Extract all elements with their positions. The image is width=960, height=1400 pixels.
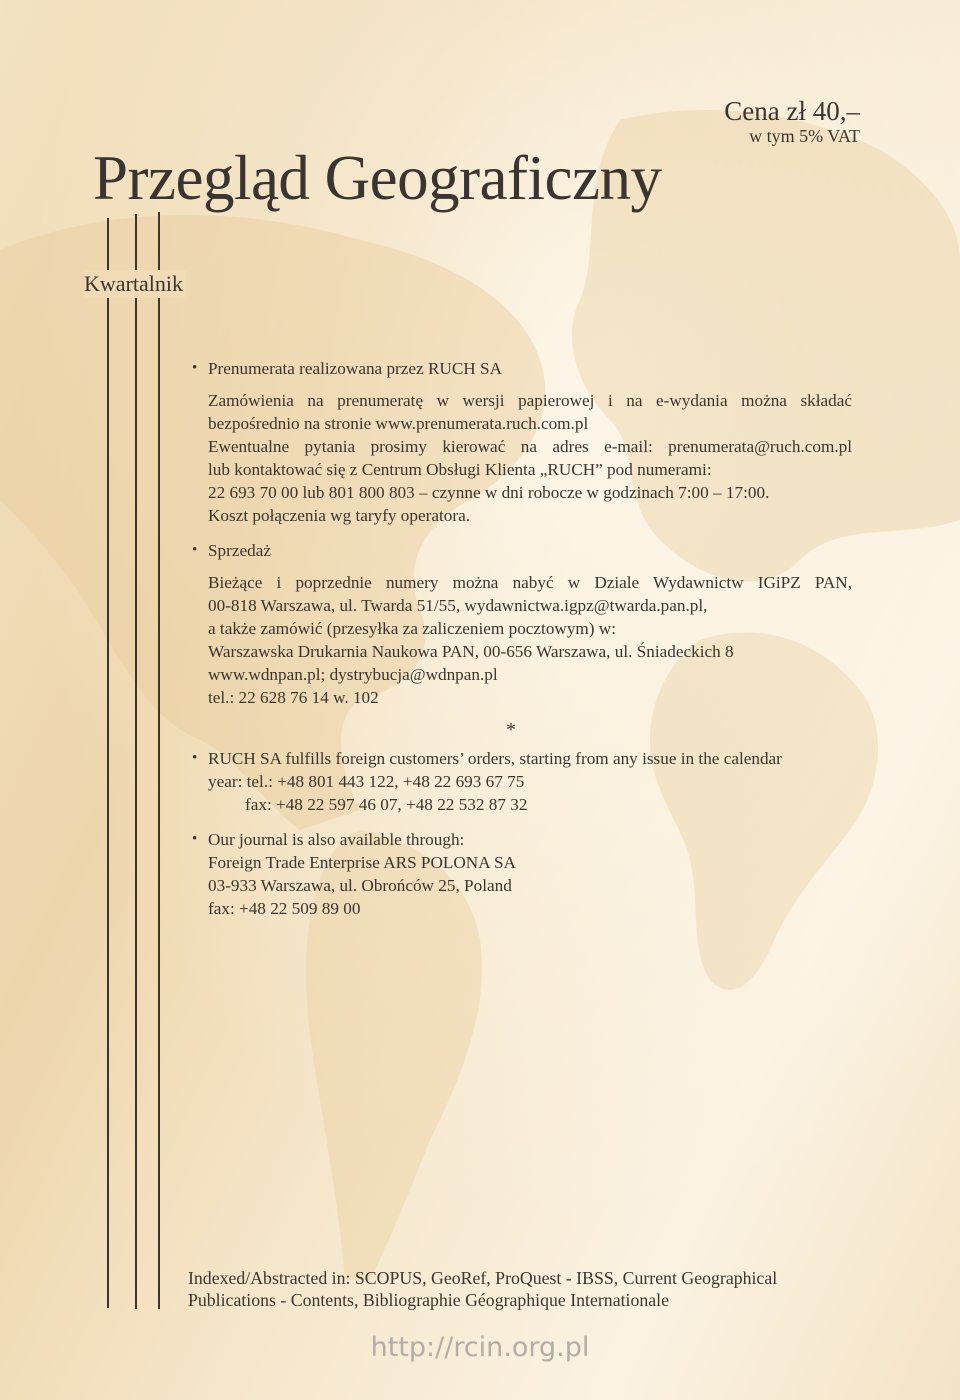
indexed-line: Publications - Contents, Bibliographie Géographique Internationale bbox=[188, 1290, 669, 1310]
section-separator: * bbox=[506, 719, 516, 741]
text-line: fax: +48 22 597 46 07, +48 22 532 87 32 bbox=[245, 795, 528, 814]
text-line: 00-818 Warszawa, ul. Twarda 51/55, wydawnictwa.igpz@twarda.pan.pl, bbox=[208, 596, 708, 615]
availability-section bbox=[192, 828, 852, 920]
bullet-icon: • bbox=[192, 542, 198, 558]
text-line: RUCH SA fulfills foreign customers’ orders, starting from any issue in the calendar bbox=[208, 749, 782, 768]
text-line: 22 693 70 00 lub 801 800 803 – czynne w dni robocze w godzinach 7:00 – 17:00. bbox=[208, 483, 770, 502]
indexing-info bbox=[188, 1267, 838, 1311]
section-heading: Prenumerata realizowana przez RUCH SA bbox=[208, 359, 502, 378]
text-line: Warszawska Drukarnia Naukowa PAN, 00-656 Warszawa, ul. Śniadeckich 8 bbox=[208, 642, 734, 661]
text-line: Our journal is also available through: bbox=[208, 830, 465, 849]
decorative-line-3 bbox=[158, 212, 160, 1309]
text-line: lub kontaktować się z Centrum Obsługi Klienta „RUCH” pod numerami: bbox=[208, 460, 712, 479]
text-line: Zamówienia na prenumeratę w wersji papierowej i na e-wydania można składać bbox=[208, 391, 852, 410]
text-line: www.wdnpan.pl; dystrybucja@wdnpan.pl bbox=[208, 665, 498, 684]
decorative-line-2 bbox=[135, 214, 137, 1309]
text-line: bezpośrednio na stronie www.prenumerata.ruch.com.pl bbox=[208, 414, 589, 433]
journal-title: Przegląd Geograficzny bbox=[93, 143, 662, 213]
text-line: 03-933 Warszawa, ul. Obrońców 25, Poland bbox=[208, 876, 512, 895]
price-block bbox=[724, 96, 860, 146]
sales-section bbox=[192, 539, 852, 709]
text-line: Foreign Trade Enterprise ARS POLONA SA bbox=[208, 853, 516, 872]
text-line: tel.: 22 628 76 14 w. 102 bbox=[208, 688, 379, 707]
watermark-url: http://rcin.org.pl bbox=[370, 1332, 590, 1363]
text-line: year: tel.: +48 801 443 122, +48 22 693 67 75 bbox=[208, 772, 525, 791]
text-line: Koszt połączenia wg taryfy operatora. bbox=[208, 506, 470, 525]
price-main: Cena zł 40,– bbox=[724, 96, 860, 126]
text-line: a także zamówić (przesyłka za zaliczeniem pocztowym) w: bbox=[208, 619, 616, 638]
subscription-section bbox=[192, 357, 852, 527]
bullet-icon: • bbox=[192, 831, 198, 847]
price-vat: w tym 5% VAT bbox=[749, 126, 860, 146]
text-line: Ewentualne pytania prosimy kierować na adres e-mail: prenumerata@ruch.com.pl bbox=[208, 437, 852, 456]
decorative-line-1 bbox=[107, 218, 109, 1308]
indexed-line: Indexed/Abstracted in: SCOPUS, GeoRef, ProQuest - IBSS, Current Geographical bbox=[188, 1268, 778, 1288]
text-line: Bieżące i poprzednie numery można nabyć w Dziale Wydawnictw IGiPZ PAN, bbox=[208, 573, 852, 592]
foreign-orders-section bbox=[192, 747, 852, 816]
bullet-icon: • bbox=[192, 360, 198, 376]
journal-subtitle: Kwartalnik bbox=[84, 270, 186, 298]
main-content bbox=[192, 357, 852, 932]
section-heading: Sprzedaż bbox=[208, 541, 271, 560]
bullet-icon: • bbox=[192, 750, 198, 766]
text-line: fax: +48 22 509 89 00 bbox=[208, 899, 361, 918]
